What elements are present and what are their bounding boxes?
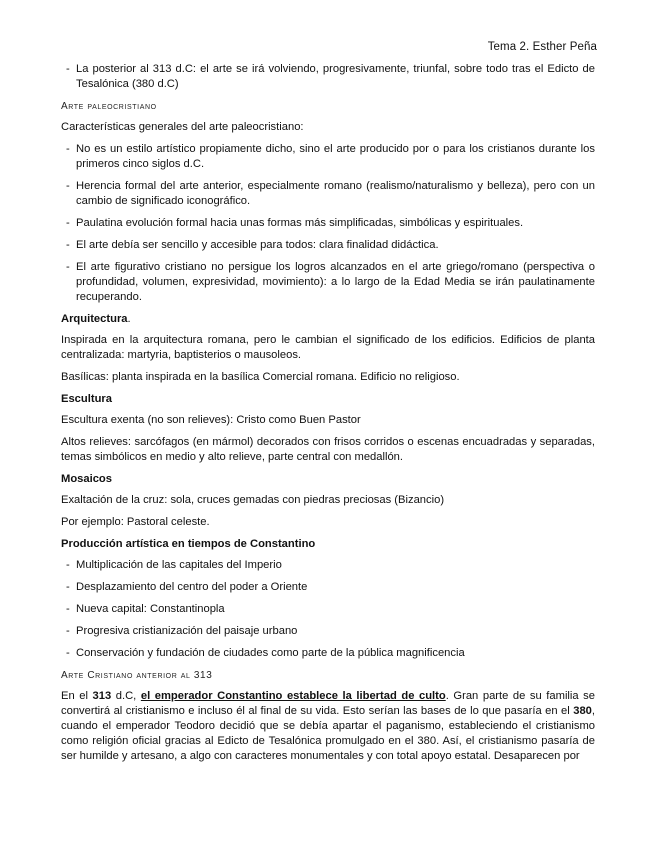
paragraph: Inspirada en la arquitectura romana, pero le cambian el significado de los edificios. Edificios de planta centralizada: martyria, baptisterios o mausoleos. [61,334,595,361]
section-heading-cristiano-313: Arte Cristiano anterior al 313 [61,670,213,681]
page-header: Tema 2. Esther Peña [487,41,597,53]
list-item: - El arte figurativo cristiano no persigue los logros alcanzados en el arte griego/romano (perspectiva o profundidad, volumen, expresividad, movimiento): a lo largo de la Edad Media se irán paulatinamente recuperando. [61,260,595,305]
page-content [61,62,595,771]
text-run: , cuando el emperador Teodoro decidió que se debía apartar el paganismo, estableciendo el cristianismo como religión oficial gracias al Edicto de Tesalónica promulgado en el 380. Así, el cristianismo pasaría de ser humilde y artesano, a algo con caracteres monumentales y con total apoyo estatal. Desaparecen por [61,705,595,762]
paragraph: Exaltación de la cruz: sola, cruces gemadas con piedras preciosas (Bizancio) [61,494,445,506]
paragraph: Escultura exenta (no son relieves): Cristo como Buen Pastor [61,414,361,426]
list-item: - El arte debía ser sencillo y accesible para todos: clara finalidad didáctica. [61,238,595,253]
paragraph-constantino-313 [61,689,595,764]
paragraph: Por ejemplo: Pastoral celeste. [61,516,210,528]
constantino-list [61,558,595,661]
intro-bullet-list [61,62,595,92]
text-run: . Gran parte de su familia se convertirá al cristianismo e incluso él al final de su vida. Esto serían las bases de lo que pasaría en el [61,690,596,717]
subheading-escultura: Escultura [61,393,112,405]
section-heading-paleocristiano: Arte paleocristiano [61,101,157,112]
paragraph: Altos relieves: sarcófagos (en mármol) decorados con frisos corridos o escenas encuadradas y separadas, temas simbólicos en medio y alto relieve, parte central con medallón. [61,436,595,463]
text-run: En el [61,690,93,702]
subheading-arquitectura-label: Arquitectura [61,313,128,325]
paragraph: Basílicas: planta inspirada en la basílica Comercial romana. Edificio no religioso. [61,371,460,383]
text-run: d.C, [111,690,141,702]
characteristics-list [61,142,595,305]
list-item: - Paulatina evolución formal hacia unas formas más simplificadas, simbólicas y espirituales. [61,216,595,231]
list-item: - Herencia formal del arte anterior, especialmente romano (realismo/naturalismo y belleza), pero con un cambio de significado iconográfico. [61,179,595,209]
list-item: - Nueva capital: Constantinopla [61,602,595,617]
subheading-constantino: Producción artística en tiempos de Constantino [61,538,316,550]
subheading-arquitectura [61,312,595,327]
list-item: - Conservación y fundación de ciudades como parte de la pública magnificencia [61,646,595,661]
list-item: - Multiplicación de las capitales del Imperio [61,558,595,573]
highlight-libertad-culto: el emperador Constantino establece la libertad de culto [140,690,446,702]
subheading-mosaicos: Mosaicos [61,473,112,485]
section-intro: Características generales del arte paleocristiano: [61,121,304,133]
list-item: - Desplazamiento del centro del poder a Oriente [61,580,595,595]
subheading-period: . [127,313,131,325]
list-item: - Progresiva cristianización del paisaje urbano [61,624,595,639]
year-313: 313 [92,690,112,702]
list-item: - La posterior al 313 d.C: el arte se irá volviendo, progresivamente, triunfal, sobre todo tras el Edicto de Tesalónica (380 d.C) [61,62,595,92]
list-item: - No es un estilo artístico propiamente dicho, sino el arte producido por o para los cristianos durante los primeros cinco siglos d.C. [61,142,595,172]
year-380: 380 [573,705,592,717]
